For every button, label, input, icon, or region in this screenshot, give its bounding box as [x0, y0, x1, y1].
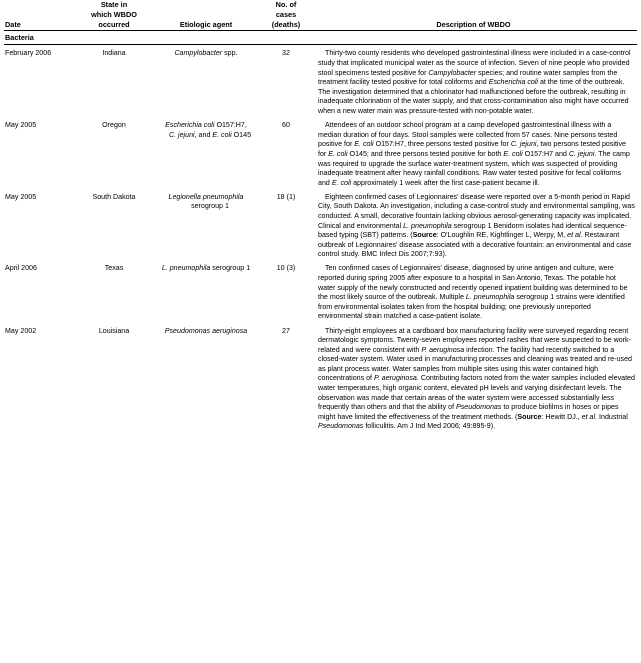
- cell-case-count: 10 (3): [276, 264, 296, 273]
- table-section-row: [4, 31, 637, 45]
- cell-state: Louisiana: [98, 326, 130, 335]
- table-row: [4, 260, 637, 322]
- cell-case-count: 18 (1): [276, 192, 296, 201]
- table-body: [4, 31, 637, 432]
- column-header-date-label: Date: [5, 19, 21, 29]
- description-text: Eighteen confirmed cases of Legionnaires' disease were reported over a 5-month period in Rapid City, South Dakota. An investigation, including a case-control study and environmental sampling, was conducted. A small, decorative fountain lacking obvious aerosol-generating capacity was implicated. Clinical and environmental L. pneumophila serogroup 1 Benidorm isolates had identical sequence-based typing (SBT) patterns. (Source: O'Loughlin RE, Kightlinger L, Werpy, M, et al. Restaurant outbreak of Legionnaires' disease associated with a decorative fountain: an environmental and case control study. BMC Infect Dis 2007;7:93).: [318, 192, 635, 259]
- table-section-label: Bacteria: [4, 31, 637, 45]
- cell-date: February 2006: [5, 49, 52, 58]
- cell-description: [310, 322, 637, 432]
- table-header: [4, 0, 637, 31]
- cell-description: [310, 117, 637, 189]
- column-header-agent: [150, 0, 262, 31]
- cell-description: [310, 188, 637, 260]
- agent-line-1: Escherichia coli O157:H7,: [165, 121, 247, 130]
- cell-description: [310, 260, 637, 322]
- agent-line-1: Legionella pneumophila: [168, 192, 244, 201]
- column-header-state-line1: State in: [100, 0, 128, 9]
- cell-state: Texas: [104, 264, 124, 273]
- description-text: Thirty-two county residents who developed gastrointestinal illness were included in a case-control study that implicated municipal water as the source of infection. Seven of nine people who provided stool specimens tested positive for Campylobacter species; and routine water samples from the treatment facility tested positive for total coliforms and Escherichia coli at the time of the outbreak. The investigation determined that a chlorinator had malfunctioned before the outbreak, resulting in inadequate chlorination of the water supply, and that cross-contamination also might have occurred when a new water main was pressure-tested with non-potable water.: [318, 49, 631, 116]
- column-header-cases-line2: cases: [275, 9, 297, 19]
- column-header-cases: [262, 0, 310, 31]
- agent-line-1: Campylobacter spp.: [174, 49, 238, 58]
- cell-date: May 2002: [5, 326, 37, 335]
- column-header-date: [4, 0, 78, 31]
- cell-etiologic-agent: [150, 260, 262, 322]
- column-header-state-line3: occurred: [98, 19, 130, 29]
- cell-case-count: 27: [282, 326, 290, 335]
- table-row: [4, 117, 637, 189]
- cell-etiologic-agent: [150, 44, 262, 116]
- description-text: Attendees of an outdoor school program at a camp developed gastrointestinal illness with a median duration of four days. Stool samples were collected from 57 cases. Nine persons tested positive for E. coli O157:H7, three persons tested positive for C. jejuni, two persons tested positive for E. coli O145; and three persons tested positive for both E. coli O157:H7 and C. jejuni. The camp was required to upgrade the surface water-treatment system, which was suspected of providing inadequate treatment after heavy rainfall conditions. Raw water tested positive for fecal coliforms and E. coli approximately 1 week after the first case-patient became ill.: [318, 121, 630, 187]
- description-text: Thirty-eight employees at a cardboard box manufacturing facility were surveyed regarding recent dermatologic symptoms. Twenty-seven employees reported rashes that were suspected to be work-related and were consistent with P. aeruginosa infection. The facility had recently switched to a closed-water system. Water used in manufacturing processes and cleaning was treated and re-used as plant process water. Water samples from multiple sites using this water contained high concentrations of P. aeruginosa. Contributing factors noted from the water samples included elevated water temperatures, high organic content, elevated pH levels and varying disinfectant levels. The observation was made that certain areas of the water system were accessed substantially less frequently than others and that the ability of Pseudomonas to produce biofilms in hoses or pipes might have limited the effectiveness of the treatment methods. (Source: Hewitt DJ., et al. Industrial Pseudomonas folliculitis. Am J Ind Med 2006; 49:895-9).: [318, 326, 635, 431]
- table-row: [4, 322, 637, 432]
- cell-state: Oregon: [102, 121, 126, 130]
- cell-case-count: 60: [282, 121, 290, 130]
- column-header-state-line2: which WBDO: [91, 9, 137, 19]
- cell-etiologic-agent: [150, 188, 262, 260]
- column-header-description: [310, 0, 637, 31]
- table-row: [4, 44, 637, 116]
- agent-line-2: serogroup 1: [191, 202, 229, 211]
- description-text: Ten confirmed cases of Legionnaires' disease, diagnosed by urine antigen and culture, were reported during spring 2005 after exposure to a hospital in San Antonio, Texas. The potable hot water supply of the newly constructed and recently opened inpatient building was determined to be the most likely source of the outbreak. Multiple L. pneumophila serogroup 1 strains were identified from environmental isolates taken from the hospital building; one previously unreported environmental strain matched a case-patient isolate.: [318, 264, 628, 321]
- agent-line-1: Pseudomonas aeruginosa: [164, 326, 248, 335]
- column-header-cases-line1: No. of: [275, 0, 297, 9]
- column-header-agent-label: Etiologic agent: [179, 19, 233, 29]
- cell-state: Indiana: [102, 49, 126, 58]
- table-row: [4, 188, 637, 260]
- cell-date: April 2006: [5, 264, 37, 273]
- cell-date: May 2005: [5, 192, 37, 201]
- table-header-row: [4, 0, 637, 31]
- agent-line-2: C. jejuni, and E. coli O145: [168, 130, 252, 139]
- column-header-cases-line3: (deaths): [271, 19, 301, 29]
- cell-state: South Dakota: [92, 192, 136, 201]
- cell-date: May 2005: [5, 121, 37, 130]
- cell-etiologic-agent: [150, 322, 262, 432]
- column-header-description-label: Description of WBDO: [436, 19, 511, 29]
- agent-line-1: L. pneumophila serogroup 1: [161, 264, 251, 273]
- column-header-state: [78, 0, 150, 31]
- cell-description: [310, 44, 637, 116]
- cell-etiologic-agent: [150, 117, 262, 189]
- cell-case-count: 32: [282, 49, 290, 58]
- wbdo-outbreak-table: [4, 0, 637, 432]
